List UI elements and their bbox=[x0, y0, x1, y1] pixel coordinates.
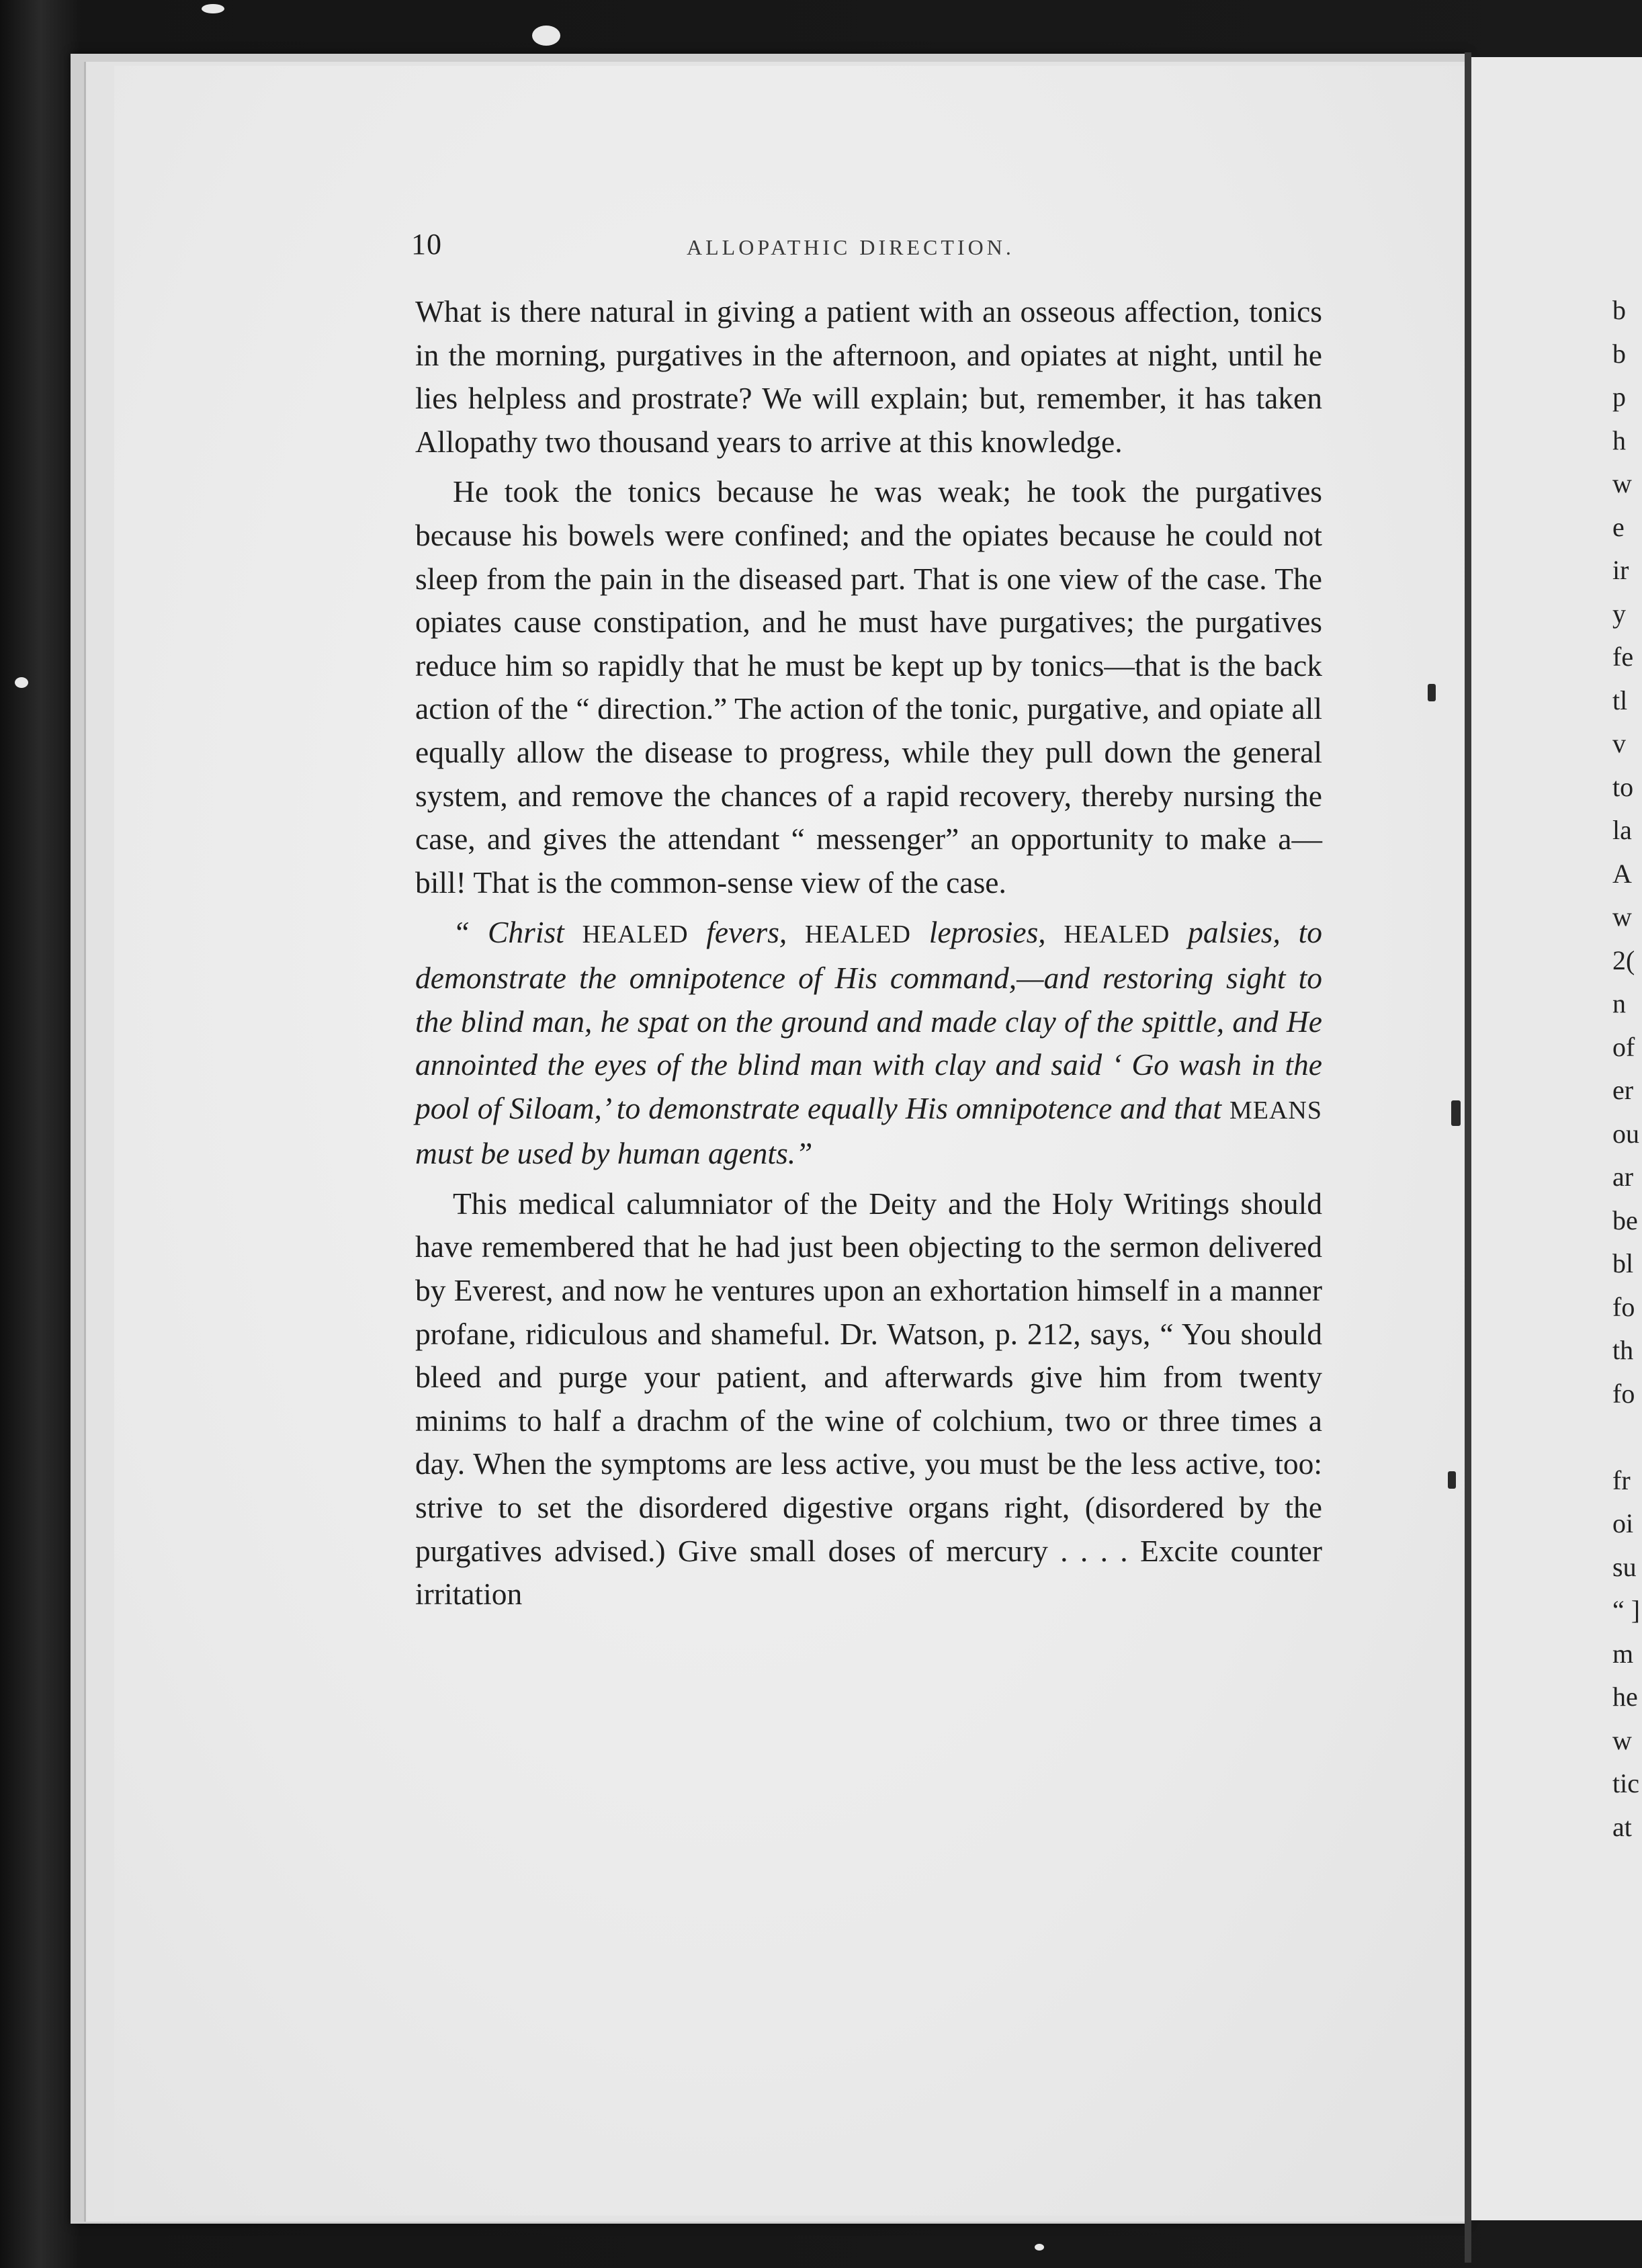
dust-speck bbox=[1035, 2244, 1044, 2251]
quote-text: “ Christ bbox=[453, 915, 582, 950]
facing-page-fragment: th bbox=[1612, 1335, 1634, 1365]
facing-page-fragment: la bbox=[1612, 815, 1632, 845]
facing-page-fragment: w bbox=[1612, 1725, 1632, 1755]
facing-page-fragment: tic bbox=[1612, 1768, 1639, 1798]
running-head bbox=[411, 227, 1325, 267]
facing-page-fragment: fe bbox=[1612, 642, 1634, 672]
quote-text: leprosies, bbox=[910, 915, 1064, 950]
facing-page-fragment: m bbox=[1612, 1638, 1634, 1669]
facing-page-fragment: 2( bbox=[1612, 945, 1635, 975]
facing-page-fragment: A bbox=[1612, 858, 1632, 889]
facing-page-fragment: “ ] bbox=[1612, 1595, 1641, 1625]
facing-page-fragment: oi bbox=[1612, 1508, 1634, 1538]
facing-page-fragment: w bbox=[1612, 468, 1632, 498]
margin-mark bbox=[1428, 684, 1436, 701]
facing-page-fragment: b bbox=[1612, 338, 1626, 369]
block-quote bbox=[415, 911, 1322, 1176]
facing-page-fragment: fo bbox=[1612, 1378, 1635, 1409]
facing-page-fragment: ou bbox=[1612, 1118, 1639, 1149]
book-gutter bbox=[1465, 52, 1471, 2263]
quote-small-caps: HEALED bbox=[1064, 920, 1170, 949]
body-text bbox=[415, 290, 1322, 1616]
facing-page-fragment: fr bbox=[1612, 1465, 1631, 1495]
facing-page-fragment: su bbox=[1612, 1551, 1637, 1582]
facing-page-fragment: fo bbox=[1612, 1291, 1635, 1322]
dust-speck bbox=[202, 4, 224, 13]
facing-page-fragment: bl bbox=[1612, 1248, 1634, 1278]
quote-small-caps: HEALED bbox=[582, 920, 689, 949]
facing-page-fragment: tl bbox=[1612, 685, 1628, 715]
margin-mark bbox=[1448, 1471, 1456, 1489]
quote-small-caps: HEALED bbox=[805, 920, 911, 949]
running-title: ALLOPATHIC DIRECTION. bbox=[687, 235, 1014, 259]
facing-page-fragment: y bbox=[1612, 598, 1626, 629]
facing-page-fragment: b bbox=[1612, 295, 1626, 325]
facing-page-fragment: h bbox=[1612, 425, 1626, 455]
facing-page-fragment: er bbox=[1612, 1075, 1634, 1105]
facing-page-fragment: e bbox=[1612, 511, 1625, 542]
margin-mark bbox=[1451, 1100, 1461, 1126]
facing-page-fragment bbox=[1612, 1415, 1642, 1459]
facing-page-fragment: n bbox=[1612, 988, 1626, 1018]
facing-page-fragment: ar bbox=[1612, 1162, 1634, 1192]
paragraph: This medical calumniator of the Deity and the Holy Writings should have remembered that he had just been objecting to the sermon delivered by Everest, and now he ventures upon an exhortation himself in a manner profane, ridiculous and shameful. Dr. Watson, p. 212, says, “ You should bleed and purge your patient, and afterwards give him from twenty minims to half a drachm of the wine of colchium, two or three times a day. When the symptoms are less active, you must be the less active, too: strive to set the disordered digestive organs right, (disordered by the purgatives advised.) Give small doses of mercury . . . . Excite counter irritation bbox=[415, 1186, 1322, 1612]
facing-page-fragment: v bbox=[1612, 728, 1626, 758]
facing-page-text bbox=[1612, 289, 1642, 1849]
facing-page-fragment: be bbox=[1612, 1205, 1638, 1235]
paragraph: He took the tonics because he was weak; he took the purgatives because his bowels were confined; and the opiates because he could not sleep from the pain in the diseased part. That is one view of the case. The opiates cause constipation, and he must have purgatives; the purgatives reduce him so rapidly that he must be kept up by tonics—that is the back action of the “ direction.” The action of the tonic, purgative, and opiate all equally allow the disease to progress, while they pull down the general system, and remove the chances of a rapid recovery, thereby nursing the case, and gives the attendant “ messenger” an opportunity to make a—bill! That is the common-sense view of the case. bbox=[415, 474, 1322, 900]
facing-page-fragment: of bbox=[1612, 1031, 1635, 1062]
page-number: 10 bbox=[411, 228, 442, 261]
facing-page-fragment: to bbox=[1612, 771, 1634, 802]
quote-text: fevers, bbox=[688, 915, 805, 950]
paragraph: What is there natural in giving a patient with an osseous affection, tonics in the morning, purgatives in the afternoon, and opiates at night, until he lies helpless and prostrate? We will explain; but, remember, it has taken Allopathy two thousand years to arrive at this knowledge. bbox=[415, 294, 1322, 459]
quote-text: must be used by human agents.” bbox=[415, 1136, 813, 1171]
facing-page-fragment: at bbox=[1612, 1811, 1632, 1842]
facing-page-fragment: w bbox=[1612, 902, 1632, 932]
facing-page-fragment: ir bbox=[1612, 555, 1629, 585]
quote-text: palsies, to demonstrate the omnipotence of His command,—and restoring sight to the blind man, he spat on the ground and made clay of the spittle, and He annointed the eyes of the blind man with clay and said ‘ Go wash in the pool of Siloam,’ to demonstrate equally His omnipotence and that bbox=[415, 915, 1322, 1125]
facing-page-fragment: he bbox=[1612, 1682, 1638, 1712]
facing-page-fragment: p bbox=[1612, 382, 1626, 412]
dust-speck bbox=[15, 677, 28, 688]
quote-small-caps: MEANS bbox=[1229, 1096, 1322, 1125]
dust-speck bbox=[532, 26, 560, 46]
